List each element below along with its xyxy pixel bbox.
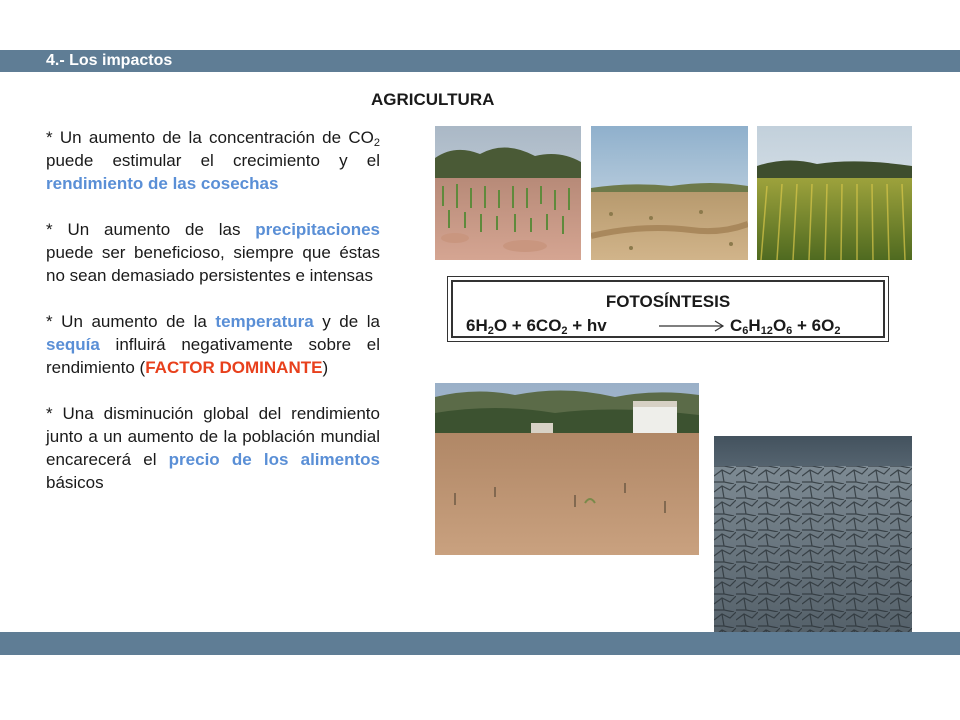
bullet-text: * Un aumento de las: [46, 220, 256, 239]
formula-text: 6H: [466, 316, 488, 335]
bullet-text: * Un aumento de la: [46, 312, 216, 331]
formula-text: O: [772, 316, 787, 335]
photosynthesis-formula-box: [447, 276, 889, 342]
subscript: 12: [760, 325, 773, 337]
formula-text: C: [730, 316, 743, 335]
subscript: 6: [786, 325, 793, 337]
highlight-text: temperatura: [215, 312, 314, 331]
subscript: 2: [561, 325, 568, 337]
formula-products: [730, 316, 840, 336]
bullet-list: [46, 126, 380, 517]
bullet-text: * Una disminución global del rendimiento junto a un aumento de la población mundial encarecerá el: [46, 404, 380, 469]
formula-text: H: [748, 316, 761, 335]
bullet-text: puede ser beneficioso, siempre que éstas no sean demasiado persistentes e intensas: [46, 243, 380, 285]
formula-reactants: [466, 316, 607, 336]
formula-text: + 6O: [792, 316, 835, 335]
cornfield-photo: [757, 126, 912, 260]
subscript: 2: [373, 137, 380, 149]
section-title-bar: [0, 50, 960, 72]
highlight-text: rendimiento de las cosechas: [46, 174, 279, 193]
subscript: 2: [834, 325, 841, 337]
formula-text: O + 6CO: [493, 316, 562, 335]
formula-frame: [451, 280, 885, 338]
highlight-text: sequía: [46, 335, 100, 354]
bullet-temperature: [46, 310, 380, 379]
crop-field-photo: [435, 126, 581, 260]
bullet-co2: [46, 126, 380, 195]
bullet-precipitation: [46, 218, 380, 287]
subscript: 6: [742, 325, 749, 337]
cracked-earth-photo: [714, 436, 912, 632]
bullet-price: [46, 402, 380, 494]
formula-text: + hv: [567, 316, 607, 335]
dry-field-photo: [591, 126, 748, 260]
footer-bar: [0, 632, 960, 655]
dominant-factor-text: FACTOR DOMINANTE: [145, 358, 323, 377]
highlight-text: precio de los alimentos: [168, 450, 380, 469]
bullet-text: * Un aumento de la concentración de CO: [46, 128, 374, 147]
section-title: 4.- Los impactos: [46, 52, 173, 69]
bullet-text: influirá negativamente sobre el rendimiento (: [46, 335, 380, 377]
flooded-field-photo: [435, 383, 699, 555]
subscript: 2: [487, 325, 494, 337]
bullet-text: ): [322, 358, 329, 377]
highlight-text: precipitaciones: [255, 220, 380, 239]
slide-heading: AGRICULTURA: [371, 90, 495, 109]
bullet-text: y de la: [313, 312, 380, 331]
formula-title: FOTOSÍNTESIS: [605, 292, 731, 311]
reaction-arrow-icon: [659, 320, 725, 332]
bullet-text: puede estimular el crecimiento y el: [46, 151, 380, 170]
bullet-text: básicos: [46, 473, 104, 492]
